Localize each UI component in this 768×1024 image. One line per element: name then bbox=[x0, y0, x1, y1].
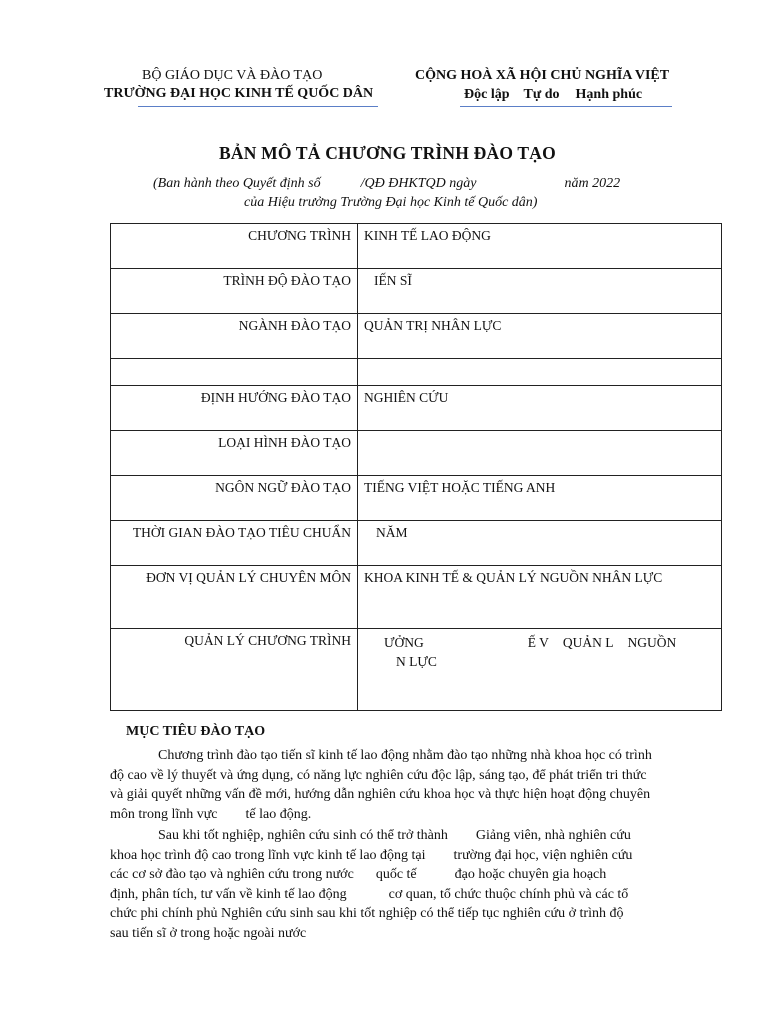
motto-freedom: Tự do bbox=[523, 87, 560, 102]
section-heading: MỤC TIÊU ĐÀO TẠO bbox=[126, 724, 266, 739]
program-info-table bbox=[110, 223, 722, 711]
paragraph-fragment: Giảng viên, nhà nghiên cứu bbox=[475, 828, 631, 843]
paragraph-line: và giải quyết những vấn đề mới, hướng dẫn nghiên cứu khoa học và thực hiện hoạt động chuyên bbox=[110, 787, 651, 802]
table-row bbox=[111, 386, 722, 431]
objective-paragraph-2 bbox=[110, 826, 725, 943]
paragraph-line bbox=[110, 846, 725, 866]
table-row bbox=[111, 359, 722, 386]
paragraph-line: sau tiến sĩ ở trong hoặc ngoài nước bbox=[110, 925, 307, 941]
row-label: NGÀNH ĐÀO TẠO bbox=[111, 314, 358, 359]
row-value: QUẢN TRỊ NHÂN LỰC bbox=[358, 314, 722, 359]
row-label: TRÌNH ĐỘ ĐÀO TẠO bbox=[111, 269, 358, 314]
paragraph-fragment: đạo hoặc chuyên gia hoạch bbox=[454, 867, 607, 882]
table-row bbox=[111, 314, 722, 359]
paragraph-fragment: tế lao động. bbox=[245, 806, 312, 822]
manager-text-part: QUẢN L bbox=[562, 635, 614, 650]
row-label: NGÔN NGỮ ĐÀO TẠO bbox=[111, 476, 358, 521]
document-subtitle-line2: của Hiệu trưởng Trường Đại học Kinh tế Quốc dân) bbox=[244, 195, 538, 210]
row-label: ĐỊNH HƯỚNG ĐÀO TẠO bbox=[111, 386, 358, 431]
manager-text-part: ƯỞNG bbox=[384, 635, 424, 650]
ministry-name: BỘ GIÁO DỤC VÀ ĐÀO TẠO bbox=[142, 68, 323, 83]
paragraph-fragment: các cơ sở đào tạo và nghiên cứu trong nước bbox=[110, 867, 354, 882]
row-label: LOẠI HÌNH ĐÀO TẠO bbox=[111, 431, 358, 476]
row-value bbox=[358, 431, 722, 476]
manager-text-part: NGUỒN bbox=[627, 635, 677, 650]
university-name: TRƯỜNG ĐẠI HỌC KINH TẾ QUỐC DÂN bbox=[104, 86, 374, 101]
paragraph-line bbox=[110, 865, 725, 885]
paragraph-fragment: quốc tế bbox=[375, 867, 417, 882]
national-motto-title: CỘNG HOÀ XÃ HỘI CHỦ NGHĨA VIỆT bbox=[415, 68, 670, 83]
table-row bbox=[111, 629, 722, 711]
row-label: THỜI GIAN ĐÀO TẠO TIÊU CHUẨN bbox=[111, 521, 358, 566]
paragraph-fragment: khoa học trình độ cao trong lĩnh vực kinh tế lao động tại bbox=[110, 847, 426, 863]
motto-independence: Độc lập bbox=[464, 87, 510, 102]
right-header-underline bbox=[460, 106, 672, 107]
document-subtitle-line1 bbox=[153, 176, 620, 192]
left-header-underline bbox=[138, 106, 378, 107]
subtitle-year: năm 2022 bbox=[564, 176, 621, 191]
national-motto bbox=[464, 87, 642, 103]
row-value: TIẾNG VIỆT HOẶC TIẾNG ANH bbox=[358, 476, 722, 521]
table-row bbox=[111, 431, 722, 476]
paragraph-line: chức phi chính phủ Nghiên cứu sinh sau khi tốt nghiệp có thể tiếp tục nghiên cứu ở trình độ bbox=[110, 906, 624, 921]
paragraph-line: độ cao về lý thuyết và ứng dụng, có năng lực nghiên cứu độc lập, sáng tạo, để phát triển tri thức bbox=[110, 767, 647, 783]
row-label: ĐƠN VỊ QUẢN LÝ CHUYÊN MÔN bbox=[111, 566, 358, 629]
paragraph-fragment: cơ quan, tổ chức thuộc chính phủ và các tổ bbox=[388, 886, 629, 902]
manager-text-line2: N LỰC bbox=[396, 654, 437, 669]
row-value: NGHIÊN CỨU bbox=[358, 386, 722, 431]
paragraph-line bbox=[110, 885, 725, 905]
table-row bbox=[111, 269, 722, 314]
row-label bbox=[111, 359, 358, 386]
subtitle-date: /QĐ ĐHKTQD ngày bbox=[360, 176, 477, 191]
paragraph-line: Chương trình đào tạo tiến sĩ kinh tế lao động nhằm đào tạo những nhà khoa học có trình bbox=[158, 748, 652, 763]
table-row bbox=[111, 521, 722, 566]
subtitle-decision: (Ban hành theo Quyết định số bbox=[153, 176, 321, 191]
motto-happiness: Hạnh phúc bbox=[575, 87, 643, 102]
paragraph-fragment: môn trong lĩnh vực bbox=[110, 806, 218, 822]
paragraph-fragment: trường đại học, viện nghiên cứu bbox=[453, 847, 633, 863]
row-value bbox=[358, 359, 722, 386]
table-row bbox=[111, 476, 722, 521]
row-value bbox=[358, 629, 722, 711]
paragraph-fragment: Sau khi tốt nghiệp, nghiên cứu sinh có thể trở thành bbox=[158, 828, 448, 843]
row-value: IẾN SĨ bbox=[358, 269, 722, 314]
paragraph-line bbox=[110, 826, 725, 846]
table-row bbox=[111, 566, 722, 629]
row-value: KINH TẾ LAO ĐỘNG bbox=[358, 224, 722, 269]
table-row bbox=[111, 224, 722, 269]
row-label: CHƯƠNG TRÌNH bbox=[111, 224, 358, 269]
objective-paragraph-1 bbox=[110, 746, 725, 824]
paragraph-line bbox=[110, 805, 725, 825]
row-value: NĂM bbox=[358, 521, 722, 566]
manager-text-part: Ế V bbox=[527, 635, 549, 650]
row-value: KHOA KINH TẾ & QUẢN LÝ NGUỒN NHÂN LỰC bbox=[358, 566, 722, 629]
document-title: BẢN MÔ TẢ CHƯƠNG TRÌNH ĐÀO TẠO bbox=[219, 143, 556, 163]
paragraph-fragment: định, phân tích, tư vấn về kinh tế lao động bbox=[110, 886, 347, 902]
row-label: QUẢN LÝ CHƯƠNG TRÌNH bbox=[111, 629, 358, 711]
